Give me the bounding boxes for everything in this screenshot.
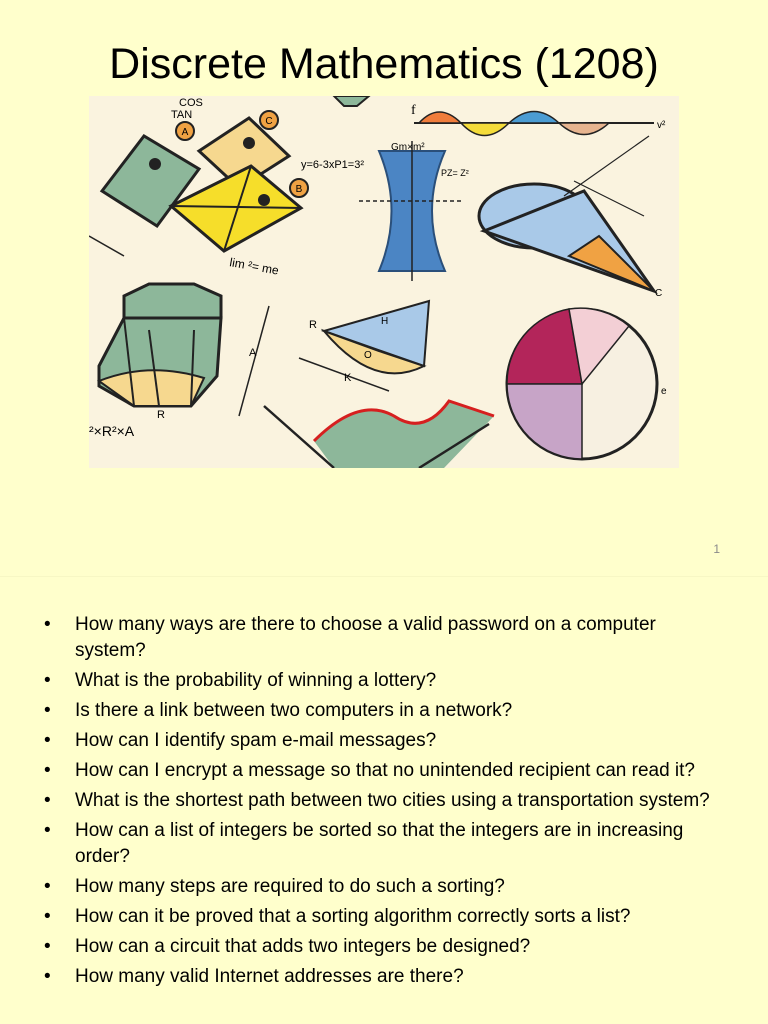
pythagoras-figure xyxy=(102,96,369,278)
list-item xyxy=(0,788,768,814)
bullet-text: How many steps are required to do such a sorting? xyxy=(75,876,505,897)
list-item xyxy=(0,668,768,694)
label-o-cone: O xyxy=(364,350,372,361)
label-r-cone: R xyxy=(309,319,317,331)
bullet-text: How can I identify spam e-mail messages? xyxy=(75,730,437,751)
bullet-icon: • xyxy=(44,700,51,721)
label-r-prism: R xyxy=(157,409,165,421)
bullet-text: What is the probability of winning a lottery? xyxy=(75,670,437,691)
list-item xyxy=(0,964,768,990)
label-pz: PZ= Z² xyxy=(441,168,469,178)
bullet-text: How can a circuit that adds two integers be designed? xyxy=(75,936,531,957)
label-k: K xyxy=(344,372,352,384)
label-gm: Gm×m² xyxy=(391,142,425,153)
list-item xyxy=(0,612,768,664)
bullet-icon: • xyxy=(44,820,51,841)
bullet-text: How can a list of integers be sorted so that the integers are in increasing order? xyxy=(75,820,684,867)
bullet-icon: • xyxy=(44,670,51,691)
graph-figure xyxy=(264,401,494,468)
list-item xyxy=(0,728,768,754)
slide-title: Discrete Mathematics (1208) xyxy=(109,40,659,88)
small-cone-figure xyxy=(299,301,429,391)
circle-figure xyxy=(507,308,667,459)
hyperboloid-figure xyxy=(359,141,469,281)
bullet-text: How many valid Internet addresses are there? xyxy=(75,966,464,987)
label-f: f xyxy=(411,103,416,118)
bullet-icon: • xyxy=(44,790,51,811)
prism-figure xyxy=(89,284,269,439)
label-cos: COS xyxy=(179,97,203,109)
list-item xyxy=(0,758,768,784)
label-equation: y=6-3xP1=3² xyxy=(301,159,364,171)
label-e-circle: e xyxy=(661,386,667,397)
math-drawing xyxy=(89,96,679,468)
bullet-text: How can it be proved that a sorting algorithm correctly sorts a list? xyxy=(75,906,631,927)
label-b: B xyxy=(295,184,303,195)
label-a-prism: A xyxy=(249,347,257,359)
bullet-icon: • xyxy=(44,614,51,635)
bullet-icon: • xyxy=(44,760,51,781)
label-c-cone: C xyxy=(655,288,663,299)
label-c: C xyxy=(265,116,273,127)
bullet-text: How can I encrypt a message so that no unintended recipient can read it? xyxy=(75,760,695,781)
label-v2: v² xyxy=(657,120,666,131)
bullet-icon: • xyxy=(44,906,51,927)
wave-figure xyxy=(411,103,666,136)
bullet-text: What is the shortest path between two cities using a transportation system? xyxy=(75,790,710,811)
label-h-cone: H xyxy=(381,316,389,327)
list-item xyxy=(0,874,768,900)
slide-divider xyxy=(0,576,768,577)
list-item xyxy=(0,698,768,724)
bullet-icon: • xyxy=(44,966,51,987)
slide-number: 1 xyxy=(713,542,720,556)
label-limit: lim ²= me xyxy=(228,255,280,278)
label-tan: TAN xyxy=(171,109,193,121)
bullet-icon: • xyxy=(44,876,51,897)
bullet-icon: • xyxy=(44,730,51,751)
bullet-icon: • xyxy=(44,936,51,957)
bullet-list xyxy=(0,612,768,994)
label-a: A xyxy=(181,127,189,138)
list-item xyxy=(0,904,768,930)
list-item xyxy=(0,818,768,870)
bullet-text: How many ways are there to choose a valid password on a computer system? xyxy=(75,614,656,661)
label-formula: ²×R²×A xyxy=(89,423,135,439)
list-item xyxy=(0,934,768,960)
math-illustration xyxy=(89,96,679,468)
bullet-text: Is there a link between two computers in a network? xyxy=(75,700,513,721)
cone-figure xyxy=(479,136,662,299)
